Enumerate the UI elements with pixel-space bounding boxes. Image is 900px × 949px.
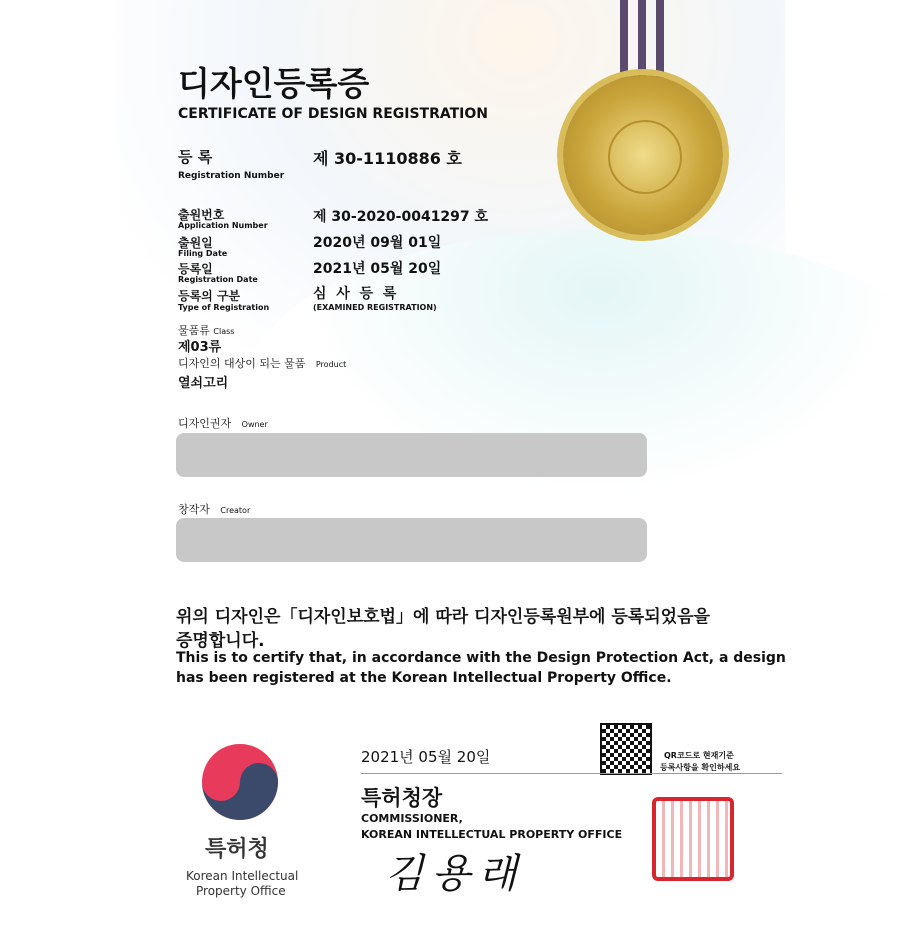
registration-type: 심 사 등 록 [313,283,396,303]
signature: 김용래 [385,842,525,899]
registration-date: 2021년 05월 20일 [313,258,441,278]
app-label-kr: 출원번호 [178,206,224,223]
statement-en-2: has been registered at the Korean Intellectual Property Office. [176,670,672,686]
qr-text-1: QR코드로 현재기준 [664,750,734,761]
signer-title-en-1: COMMISSIONER, [361,812,463,825]
app-number: 제 30-2020-0041297 호 [313,206,488,226]
app-label-en: Application Number [178,221,268,230]
issue-date: 2021년 05월 20일 [361,746,490,767]
product-label-en: Product [316,360,346,369]
statement-kr-1: 위의 디자인은「디자인보호법」에 따라 디자인등록원부에 등록되었음을 [176,602,710,627]
regdate-label-kr: 등록일 [178,260,213,277]
kipo-logo-icon [200,742,280,822]
title-en: CERTIFICATE OF DESIGN REGISTRATION [178,106,488,122]
divider [361,773,782,774]
signer-title-en-2: KOREAN INTELLECTUAL PROPERTY OFFICE [361,828,622,841]
creator-label-kr: 창작자 [178,503,210,516]
qr-text-2: 등록사항을 확인하세요 [660,762,740,773]
gold-seal-medallion [563,75,723,235]
statement-en-1: This is to certify that, in accordance with the Design Protection Act, a design [176,650,786,666]
reg-number: 제 30-1110886 호 [313,146,462,169]
creator-label-en: Creator [220,506,250,515]
owner-label-kr: 디자인권자 [178,417,231,430]
creator-redacted-box [176,518,647,562]
class-label-kr: 물품류 [178,324,210,337]
certificate-page [0,0,900,949]
filing-label-kr: 출원일 [178,234,213,251]
signer-title-kr: 특허청장 [361,782,442,812]
reg-label-kr: 등 록 [178,146,212,167]
owner-label-en: Owner [242,420,268,429]
product-label-kr: 디자인의 대상이 되는 물품 [178,357,305,370]
product-value: 열쇠고리 [178,372,228,391]
class-label-en: Class [213,327,234,336]
owner-redacted-box [176,433,647,477]
product-label [178,355,346,371]
registration-type-en: (EXAMINED REGISTRATION) [313,303,437,312]
class-value: 제03류 [178,336,221,355]
reg-label-en: Registration Number [178,171,284,181]
creator-label [178,503,250,517]
agency-name-en-2: Property Office [196,884,286,898]
title-kr: 디자인등록증 [178,58,369,105]
type-label-en: Type of Registration [178,303,269,312]
type-label-kr: 등록의 구분 [178,287,240,304]
qr-code-icon [602,725,650,773]
filing-label-en: Filing Date [178,249,227,258]
agency-name-kr: 특허청 [205,832,269,863]
agency-name-en-1: Korean Intellectual [186,869,298,883]
statement-kr-2: 증명합니다. [176,626,265,651]
regdate-label-en: Registration Date [178,275,258,284]
official-red-seal-icon [652,797,734,881]
filing-date: 2020년 09월 01일 [313,232,441,252]
owner-label [178,417,268,431]
